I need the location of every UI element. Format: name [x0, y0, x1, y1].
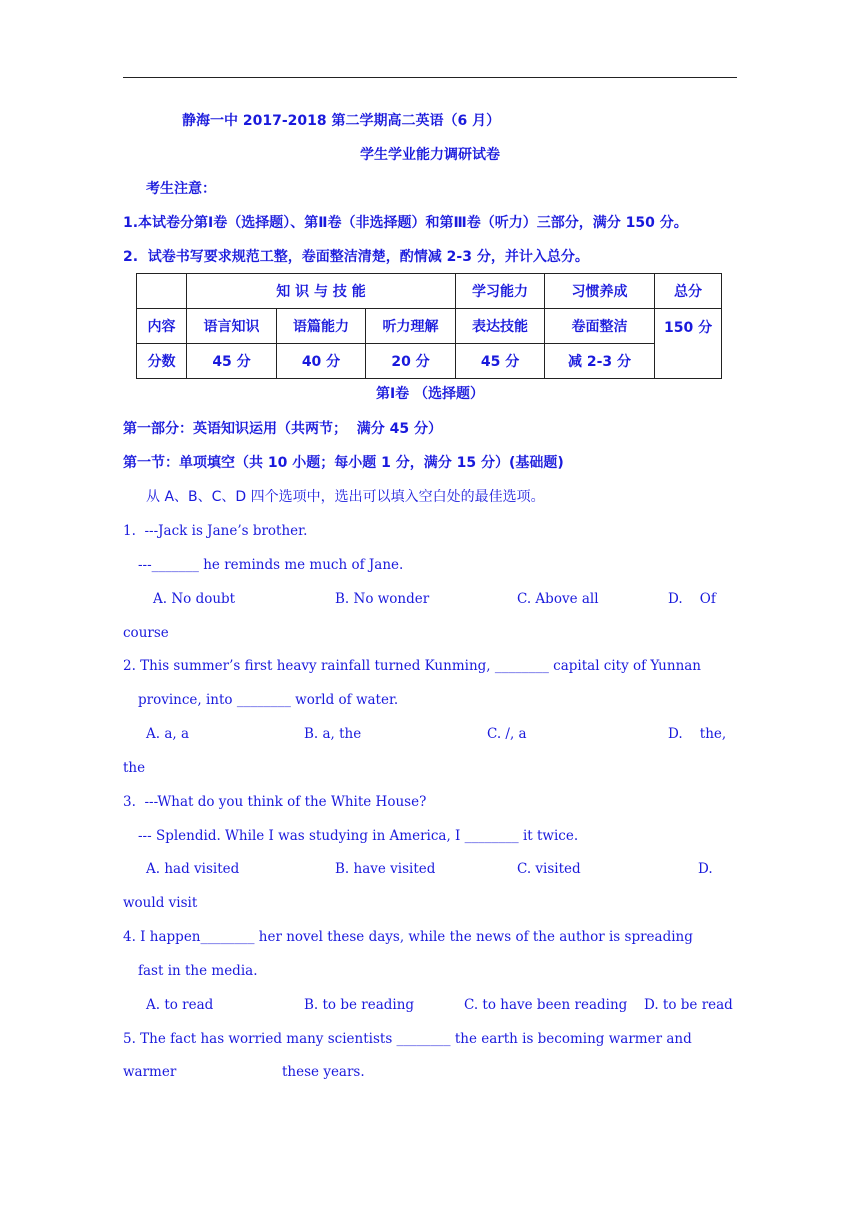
q1-option-d: D. Of [668, 591, 716, 607]
score-table [136, 273, 722, 379]
table-cell-total-label: 总分 [655, 274, 722, 309]
question-1-line2: ---_______ he reminds me much of Jane. [138, 557, 404, 573]
question-3-stem: 3. ---What do you think of the White House? [123, 794, 427, 810]
question-1-stem: 1. ---Jack is Jane’s brother. [123, 523, 308, 539]
table-row [137, 344, 722, 379]
notice-label: 考生注意： [146, 181, 216, 197]
q3-option-b: B. have visited [335, 861, 436, 877]
q4-option-b: B. to be reading [304, 997, 415, 1013]
table-cell: 45 分 [187, 344, 277, 379]
table-cell: 20 分 [366, 344, 456, 379]
table-cell: 减 2-3 分 [545, 344, 655, 379]
table-cell: 表达技能 [456, 309, 545, 344]
question-5-stem: 5. The fact has worried many scientists ________ the earth is becoming warmer and [123, 1031, 692, 1047]
table-cell-total-value: 150 分 [655, 309, 722, 379]
table-cell: 分数 [137, 344, 187, 379]
table-cell: 内容 [137, 309, 187, 344]
q1-option-b: B. No wonder [335, 591, 430, 607]
q2-option-a: A. a, a [146, 726, 190, 742]
question-5-line2a: warmer [123, 1064, 177, 1080]
table-cell: 45 分 [456, 344, 545, 379]
question-5-line2b: these years. [282, 1064, 365, 1080]
q1-option-a: A. No doubt [153, 591, 236, 607]
q1-option-d-wrap: course [123, 625, 169, 641]
q3-option-d: D. [698, 861, 713, 877]
q4-option-a: A. to read [146, 997, 214, 1013]
table-cell: 听力理解 [366, 309, 456, 344]
question-2-stem: 2. This summer’s first heavy rainfall turned Kunming, ________ capital city of Yunnan [123, 658, 702, 674]
question-3-line2: --- Splendid. While I was studying in America, I ________ it twice. [138, 828, 579, 844]
part-heading: 第一部分：英语知识运用（共两节； 满分 45 分） [123, 421, 442, 437]
question-2-line2: province, into ________ world of water. [138, 692, 399, 708]
volume-title: 第Ⅰ卷 （选择题） [375, 386, 485, 402]
question-4-line2: fast in the media. [138, 963, 258, 979]
q2-option-c: C. /, a [487, 726, 527, 742]
exam-subtitle: 学生学业能力调研试卷 [360, 147, 500, 163]
exam-title: 静海一中 2017-2018 第二学期高二英语（6 月） [182, 113, 501, 129]
table-row [137, 309, 722, 344]
q2-option-d: D. the, [668, 726, 727, 742]
table-cell-blank [137, 274, 187, 309]
section-heading: 第一节：单项填空（共 10 小题；每小题 1 分，满分 15 分）(基础题) [123, 455, 564, 471]
question-4-stem: 4. I happen________ her novel these days, while the news of the author is spreading [123, 929, 693, 945]
table-cell: 卷面整洁 [545, 309, 655, 344]
table-cell-knowledge: 知 识 与 技 能 [187, 274, 456, 309]
table-cell-ability: 学习能力 [456, 274, 545, 309]
table-cell: 语言知识 [187, 309, 277, 344]
table-cell: 40 分 [277, 344, 366, 379]
q4-option-d: D. to be read [644, 997, 733, 1013]
note-2: 2. 试卷书写要求规范工整，卷面整洁清楚，酌情减 2-3 分，并计入总分。 [123, 249, 589, 265]
q2-option-d-wrap: the [123, 760, 146, 776]
q4-option-c: C. to have been reading [464, 997, 628, 1013]
note-1: 1.本试卷分第Ⅰ卷（选择题）、第Ⅱ卷（非选择题）和第Ⅲ卷（听力）三部分，满分 150 分。 [123, 215, 688, 231]
instruction-text: 从 A、B、C、D 四个选项中，选出可以填入空白处的最佳选项。 [146, 489, 545, 505]
q3-option-c: C. visited [517, 861, 581, 877]
q1-option-c: C. Above all [517, 591, 599, 607]
q2-option-b: B. a, the [304, 726, 362, 742]
q3-option-d-wrap: would visit [123, 895, 198, 911]
table-cell: 语篇能力 [277, 309, 366, 344]
header-rule [123, 77, 737, 78]
table-row [137, 274, 722, 309]
q3-option-a: A. had visited [146, 861, 240, 877]
table-cell-habit: 习惯养成 [545, 274, 655, 309]
